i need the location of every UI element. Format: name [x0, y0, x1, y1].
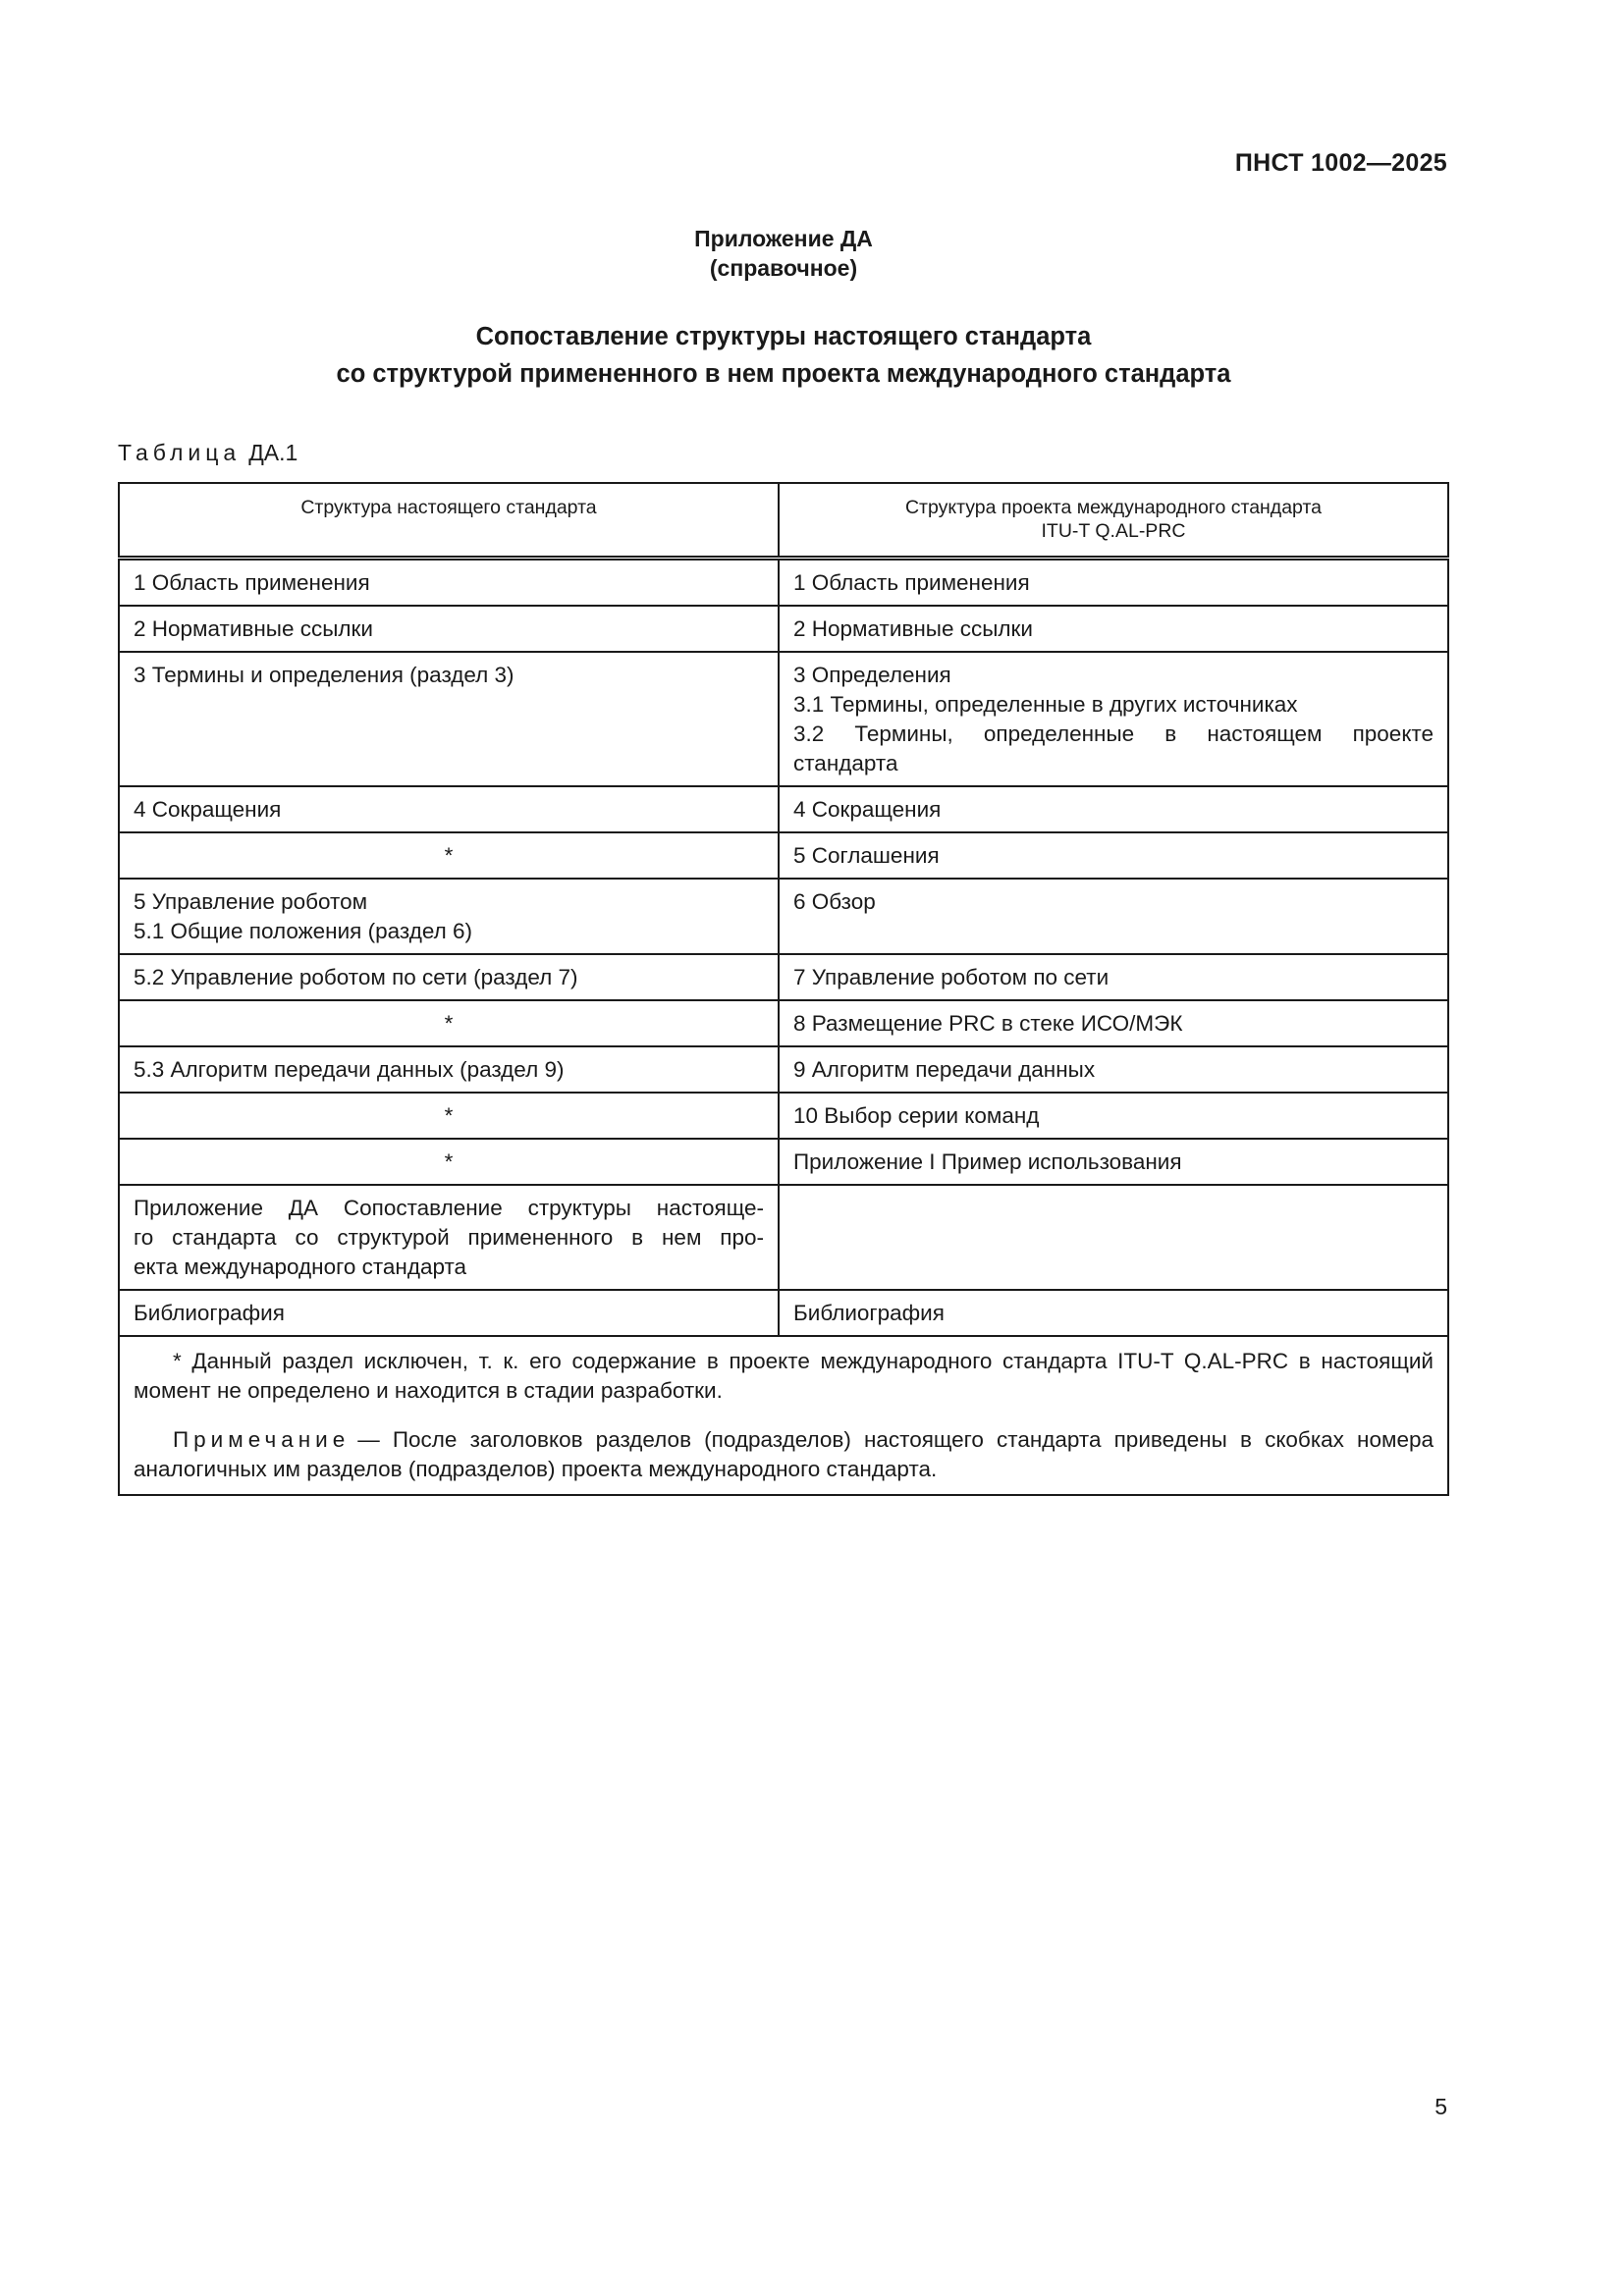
table-row: [119, 652, 1448, 786]
title-line-2: со структурой примененного в нем проекта международного стандарта: [336, 360, 1231, 388]
cell-line: 4 Сокращения: [793, 797, 942, 822]
table-row: [119, 1139, 1448, 1185]
table-notes-row: [119, 1336, 1448, 1495]
cell-line: го стандарта со структурой примененного в нем про-: [134, 1225, 764, 1250]
note-text: — После заголовков разделов (подразделов) настоящего стандарта приведены в скобках номера аналогичных им разделов (подразделов) проекта международного стандарта.: [134, 1427, 1434, 1481]
cell-line: 5 Соглашения: [793, 843, 940, 868]
cell-line: 3 Определения: [793, 663, 951, 687]
cell-line: 1 Область применения: [793, 570, 1030, 595]
table-cell-right: [779, 1046, 1448, 1093]
table-cell-left: [119, 1185, 779, 1290]
table-cell-left: [119, 1139, 779, 1185]
cell-line: 5 Управление роботом: [134, 889, 368, 914]
note-label: Примечание: [173, 1427, 351, 1452]
cell-line: 5.2 Управление роботом по сети (раздел 7): [134, 965, 578, 989]
cell-line: *: [444, 1103, 454, 1128]
table-row: [119, 786, 1448, 832]
cell-line: 2 Нормативные ссылки: [134, 616, 373, 641]
cell-line: 4 Сокращения: [134, 797, 282, 822]
table-cell-right: [779, 786, 1448, 832]
cell-line: екта международного стандарта: [134, 1255, 467, 1279]
table-row: [119, 954, 1448, 1000]
table-row: [119, 1046, 1448, 1093]
appendix-heading: [0, 224, 1567, 283]
table-caption-label: Таблица: [118, 440, 242, 465]
title-line-1: Сопоставление структуры настоящего стандарта: [475, 323, 1092, 350]
table-cell-left: [119, 559, 779, 607]
table-cell-right: [779, 879, 1448, 954]
cell-line: 1 Область применения: [134, 570, 370, 595]
table-cell-right: [779, 1093, 1448, 1139]
table-row: [119, 1185, 1448, 1290]
cell-line: [793, 1194, 1434, 1223]
table-cell-right: [779, 1139, 1448, 1185]
cell-line: Приложение I Пример использования: [793, 1149, 1182, 1174]
table-row: [119, 1290, 1448, 1336]
page-number: 5: [1435, 2094, 1447, 2119]
cell-line: 2 Нормативные ссылки: [793, 616, 1033, 641]
appendix-subtitle: (справочное): [709, 255, 858, 281]
cell-line: Библиография: [793, 1301, 945, 1325]
cell-line: 8 Размещение PRC в стеке ИСО/МЭК: [793, 1011, 1183, 1036]
table-cell-left: [119, 1290, 779, 1336]
table-cell-left: [119, 1000, 779, 1046]
table-cell-right: [779, 1290, 1448, 1336]
table-cell-left: [119, 606, 779, 652]
cell-line: стандарта: [793, 751, 898, 775]
table-header-row: [119, 483, 1448, 559]
table-row: [119, 1000, 1448, 1046]
table-body: [119, 559, 1448, 1337]
note: [134, 1425, 1434, 1484]
cell-line: 3.1 Термины, определенные в других источниках: [793, 692, 1298, 717]
cell-line: 3 Термины и определения (раздел 3): [134, 663, 514, 687]
table-row: [119, 559, 1448, 607]
cell-line: 7 Управление роботом по сети: [793, 965, 1110, 989]
table-cell-left: [119, 1046, 779, 1093]
cell-line: *: [444, 1149, 454, 1174]
table-cell-left: [119, 832, 779, 879]
cell-line: *: [444, 843, 454, 868]
table-cell-left: [119, 879, 779, 954]
cell-line: 10 Выбор серии команд: [793, 1103, 1040, 1128]
table-row: [119, 1093, 1448, 1139]
footnote: * Данный раздел исключен, т. к. его содержание в проекте международного стандарта ITU-T Q.AL-PRC в настоящий момент не определено и находится в стадии разработки.: [134, 1349, 1434, 1403]
table-caption-number: ДА.1: [248, 440, 298, 465]
cell-line: Библиография: [134, 1301, 285, 1325]
table-cell-left: [119, 954, 779, 1000]
cell-line: 9 Алгоритм передачи данных: [793, 1057, 1096, 1082]
header-right: [779, 483, 1448, 559]
appendix-title: Приложение ДА: [694, 226, 873, 251]
header-left: Структура настоящего стандарта: [119, 483, 779, 559]
cell-line: *: [444, 1011, 454, 1036]
cell-line: Приложение ДА Сопоставление структуры настояще-: [134, 1196, 764, 1220]
table-cell-right: [779, 559, 1448, 607]
table-row: [119, 606, 1448, 652]
cell-line: 5.3 Алгоритм передачи данных (раздел 9): [134, 1057, 565, 1082]
table-cell-left: [119, 1093, 779, 1139]
table-cell-left: [119, 786, 779, 832]
header-right-line-1: Структура проекта международного стандарта: [904, 497, 1323, 518]
table-row: [119, 879, 1448, 954]
table-cell-left: [119, 652, 779, 786]
table-cell-right: [779, 606, 1448, 652]
cell-line: 5.1 Общие положения (раздел 6): [134, 919, 472, 943]
table-cell-right: [779, 1000, 1448, 1046]
table-cell-right: [779, 832, 1448, 879]
document-code: ПНСТ 1002—2025: [1234, 149, 1447, 177]
cell-line: 6 Обзор: [793, 889, 876, 914]
table-notes: [119, 1336, 1448, 1495]
table-row: [119, 832, 1448, 879]
header-right-line-2: ITU-T Q.AL-PRC: [1041, 520, 1186, 542]
cell-line: 3.2 Термины, определенные в настоящем проекте: [793, 721, 1434, 746]
document-title: [0, 318, 1567, 393]
table-cell-right: [779, 652, 1448, 786]
table-caption: [118, 440, 298, 466]
table-cell-right: [779, 954, 1448, 1000]
table-cell-right: [779, 1185, 1448, 1290]
comparison-table: [118, 482, 1449, 1496]
